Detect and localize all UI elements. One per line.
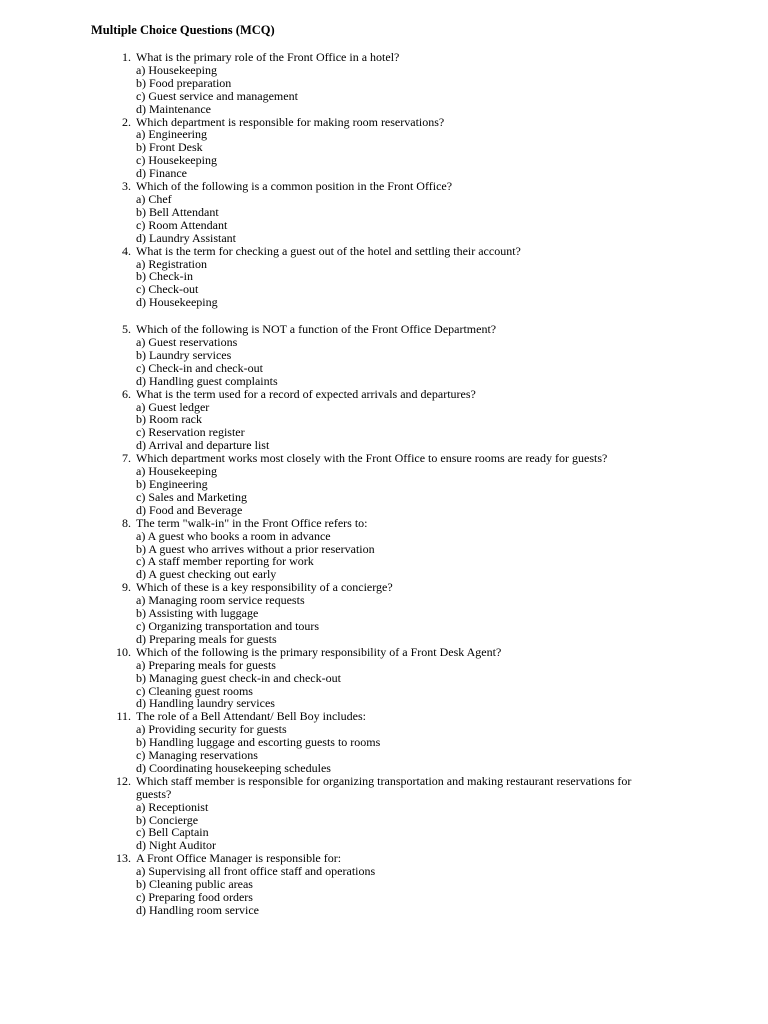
- answer-option: c) Organizing transportation and tours: [136, 618, 320, 633]
- answer-option: a) Managing room service requests: [136, 593, 305, 608]
- answer-option: a) Engineering: [136, 127, 207, 142]
- question-text: What is the term used for a record of expected arrivals and departures?: [136, 386, 476, 401]
- question-text: Which of the following is a common position in the Front Office?: [136, 179, 453, 194]
- answer-option: c) Housekeeping: [136, 153, 217, 168]
- answer-option: b) Room rack: [136, 412, 202, 427]
- question-number: 8.: [122, 515, 131, 530]
- question-text: Which of the following is the primary responsibility of a Front Desk Agent?: [136, 644, 502, 659]
- answer-option: b) A guest who arrives without a prior reservation: [136, 541, 375, 556]
- question-number: 10.: [116, 644, 131, 659]
- answer-option: a) Guest reservations: [136, 335, 238, 350]
- question-text: The role of a Bell Attendant/ Bell Boy includes:: [136, 709, 366, 724]
- answer-option: d) A guest checking out early: [136, 567, 277, 582]
- answer-option: b) Assisting with luggage: [136, 606, 259, 621]
- answer-option: c) Check-in and check-out: [136, 360, 263, 375]
- answer-option: d) Handling room service: [136, 902, 259, 917]
- answer-option: a) A guest who books a room in advance: [136, 528, 331, 543]
- answer-option: c) Managing reservations: [136, 748, 258, 763]
- question-text: Which staff member is responsible for organizing transportation and making restaurant reservations for guests?: [136, 773, 632, 801]
- answer-option: c) Bell Captain: [136, 825, 209, 840]
- answer-option: d) Night Auditor: [136, 838, 216, 853]
- answer-option: d) Handling laundry services: [136, 696, 275, 711]
- answer-option: b) Food preparation: [136, 75, 232, 90]
- question-text: Which department works most closely with the Front Office to ensure rooms are ready for guests?: [136, 451, 608, 466]
- question-item: [0, 710, 768, 775]
- question-item: [0, 852, 768, 917]
- page-title: Multiple Choice Questions (MCQ): [91, 23, 275, 37]
- answer-option: c) Guest service and management: [136, 88, 298, 103]
- answer-option: a) Providing security for guests: [136, 722, 287, 737]
- answer-option: a) Guest ledger: [136, 399, 210, 414]
- question-item: [0, 388, 768, 453]
- answer-option: b) Engineering: [136, 477, 208, 491]
- answer-option: a) Housekeeping: [136, 62, 217, 77]
- answer-option: d) Coordinating housekeeping schedules: [136, 760, 331, 775]
- answer-option: c) A staff member reporting for work: [136, 554, 314, 569]
- answer-option: b) Concierge: [136, 812, 199, 827]
- answer-option: b) Front Desk: [136, 140, 203, 155]
- question-number: 9.: [122, 580, 131, 595]
- answer-option: d) Handling guest complaints: [136, 373, 278, 388]
- answer-option: d) Housekeeping: [136, 295, 218, 310]
- question-number: 4.: [122, 243, 131, 258]
- question-number: 5.: [122, 322, 131, 337]
- answer-option: d) Maintenance: [136, 101, 211, 116]
- question-number: 13.: [116, 851, 131, 866]
- answer-option: c) Preparing food orders: [136, 890, 253, 904]
- question-number: 11.: [116, 709, 131, 724]
- question-item: [0, 245, 768, 310]
- question-text: Which department is responsible for making room reservations?: [136, 114, 445, 129]
- question-text: What is the primary role of the Front Office in a hotel?: [136, 50, 400, 64]
- answer-option: d) Laundry Assistant: [136, 230, 236, 245]
- question-item: [0, 51, 768, 116]
- answer-option: b) Handling luggage and escorting guests to rooms: [136, 735, 381, 750]
- answer-option: b) Laundry services: [136, 347, 232, 362]
- answer-option: c) Sales and Marketing: [136, 489, 247, 504]
- answer-option: d) Arrival and departure list: [136, 438, 270, 453]
- answer-option: a) Registration: [136, 256, 207, 271]
- question-number: 6.: [122, 386, 131, 401]
- answer-option: a) Receptionist: [136, 799, 209, 814]
- answer-option: a) Supervising all front office staff and operations: [136, 864, 376, 879]
- question-text: Which of these is a key responsibility of a concierge?: [136, 580, 393, 595]
- answer-option: a) Housekeeping: [136, 464, 217, 479]
- answer-option: b) Cleaning public areas: [136, 877, 253, 892]
- question-item: [0, 775, 768, 852]
- answer-option: c) Check-out: [136, 282, 199, 297]
- question-text: What is the term for checking a guest out of the hotel and settling their account?: [136, 243, 521, 258]
- answer-option: d) Food and Beverage: [136, 502, 243, 517]
- answer-option: b) Managing guest check-in and check-out: [136, 670, 341, 685]
- answer-option: c) Room Attendant: [136, 217, 228, 232]
- question-item: [0, 517, 768, 582]
- answer-option: d) Finance: [136, 166, 187, 181]
- question-item: [0, 116, 768, 181]
- question-item: [0, 581, 768, 646]
- question-item: [0, 323, 768, 388]
- answer-option: c) Cleaning guest rooms: [136, 683, 253, 698]
- question-text: A Front Office Manager is responsible for:: [136, 851, 342, 866]
- question-item: [0, 646, 768, 711]
- question-number: 12.: [116, 773, 131, 788]
- answer-option: a) Chef: [136, 191, 172, 206]
- question-list: [0, 51, 768, 917]
- answer-option: b) Check-in: [136, 269, 193, 284]
- question-text: The term "walk-in" in the Front Office refers to:: [136, 515, 368, 530]
- question-number: 3.: [122, 179, 131, 194]
- section-gap: [0, 309, 768, 323]
- answer-option: b) Bell Attendant: [136, 204, 219, 219]
- question-number: 1.: [122, 50, 131, 64]
- answer-option: a) Preparing meals for guests: [136, 657, 276, 672]
- question-item: [0, 452, 768, 517]
- question-item: [0, 180, 768, 245]
- question-text: Which of the following is NOT a function of the Front Office Department?: [136, 322, 497, 337]
- answer-option: c) Reservation register: [136, 425, 245, 440]
- answer-option: d) Preparing meals for guests: [136, 631, 277, 646]
- question-number: 7.: [122, 451, 131, 466]
- question-number: 2.: [122, 114, 131, 129]
